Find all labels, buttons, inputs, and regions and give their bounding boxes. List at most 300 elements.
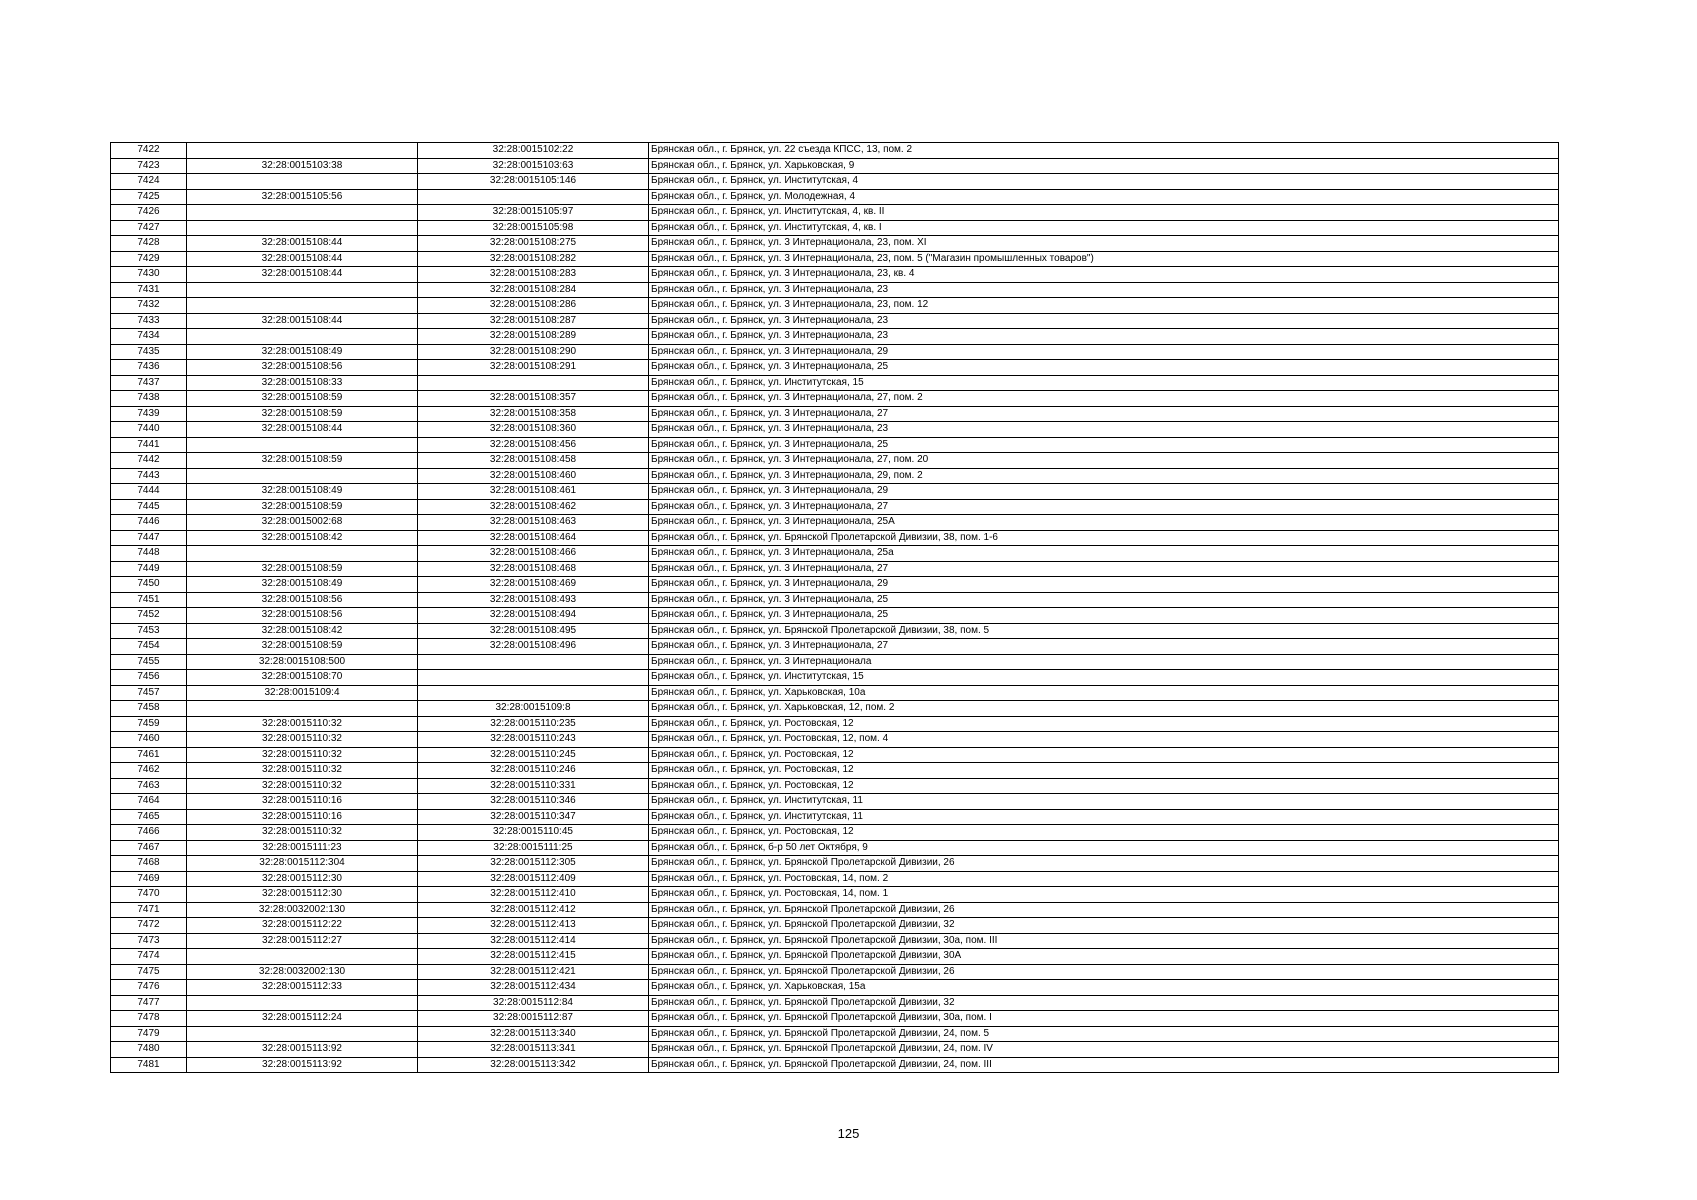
land-cadastral-number-cell: 32:28:0015108:49 — [187, 577, 418, 593]
address-cell: Брянская обл., г. Брянск, ул. Брянской Пролетарской Дивизии, 30А — [649, 949, 1559, 965]
address-cell: Брянская обл., г. Брянск, ул. Брянской Пролетарской Дивизии, 38, пом. 5 — [649, 623, 1559, 639]
object-cadastral-number-cell: 32:28:0015110:243 — [418, 732, 649, 748]
address-cell: Брянская обл., г. Брянск, ул. 3 Интернационала, 29 — [649, 484, 1559, 500]
land-cadastral-number-cell — [187, 995, 418, 1011]
address-cell: Брянская обл., г. Брянск, ул. Институтская, 4, кв. I — [649, 220, 1559, 236]
table-row — [111, 313, 1559, 329]
land-cadastral-number-cell: 32:28:0032002:130 — [187, 902, 418, 918]
object-cadastral-number-cell: 32:28:0015110:347 — [418, 809, 649, 825]
table-row — [111, 143, 1559, 159]
address-cell: Брянская обл., г. Брянск, б-р 50 лет Октября, 9 — [649, 840, 1559, 856]
row-number-cell: 7477 — [111, 995, 187, 1011]
row-number-cell: 7422 — [111, 143, 187, 159]
row-number-cell: 7470 — [111, 887, 187, 903]
object-cadastral-number-cell: 32:28:0015110:246 — [418, 763, 649, 779]
row-number-cell: 7437 — [111, 375, 187, 391]
land-cadastral-number-cell: 32:28:0015108:33 — [187, 375, 418, 391]
table-row — [111, 608, 1559, 624]
row-number-cell: 7464 — [111, 794, 187, 810]
row-number-cell: 7473 — [111, 933, 187, 949]
table-row — [111, 1042, 1559, 1058]
object-cadastral-number-cell: 32:28:0015112:305 — [418, 856, 649, 872]
row-number-cell: 7468 — [111, 856, 187, 872]
address-cell: Брянская обл., г. Брянск, ул. 3 Интернационала, 25 — [649, 608, 1559, 624]
address-cell: Брянская обл., г. Брянск, ул. Брянской Пролетарской Дивизии, 24, пом. IV — [649, 1042, 1559, 1058]
table-row — [111, 236, 1559, 252]
row-number-cell: 7472 — [111, 918, 187, 934]
land-cadastral-number-cell: 32:28:0015108:49 — [187, 344, 418, 360]
land-cadastral-number-cell: 32:28:0015110:32 — [187, 763, 418, 779]
object-cadastral-number-cell: 32:28:0015102:22 — [418, 143, 649, 159]
row-number-cell: 7458 — [111, 701, 187, 717]
table-row — [111, 732, 1559, 748]
property-table-body — [111, 143, 1559, 1073]
address-cell: Брянская обл., г. Брянск, ул. Институтская, 11 — [649, 809, 1559, 825]
table-row — [111, 918, 1559, 934]
land-cadastral-number-cell: 32:28:0015110:32 — [187, 747, 418, 763]
row-number-cell: 7453 — [111, 623, 187, 639]
object-cadastral-number-cell: 32:28:0015108:289 — [418, 329, 649, 345]
row-number-cell: 7465 — [111, 809, 187, 825]
object-cadastral-number-cell: 32:28:0015108:287 — [418, 313, 649, 329]
object-cadastral-number-cell: 32:28:0015112:84 — [418, 995, 649, 1011]
address-cell: Брянская обл., г. Брянск, ул. 3 Интернационала, 25а — [649, 546, 1559, 562]
address-cell: Брянская обл., г. Брянск, ул. Ростовская, 12, пом. 4 — [649, 732, 1559, 748]
table-row — [111, 453, 1559, 469]
address-cell: Брянская обл., г. Брянск, ул. 3 Интернационала, 23, пом. XI — [649, 236, 1559, 252]
address-cell: Брянская обл., г. Брянск, ул. 3 Интернационала, 29 — [649, 577, 1559, 593]
table-row — [111, 375, 1559, 391]
table-row — [111, 329, 1559, 345]
table-row — [111, 515, 1559, 531]
object-cadastral-number-cell: 32:28:0015108:469 — [418, 577, 649, 593]
row-number-cell: 7428 — [111, 236, 187, 252]
land-cadastral-number-cell: 32:28:0015002:68 — [187, 515, 418, 531]
land-cadastral-number-cell: 32:28:0015113:92 — [187, 1057, 418, 1073]
object-cadastral-number-cell: 32:28:0015112:409 — [418, 871, 649, 887]
object-cadastral-number-cell: 32:28:0015108:464 — [418, 530, 649, 546]
address-cell: Брянская обл., г. Брянск, ул. 3 Интернационала, 27 — [649, 639, 1559, 655]
address-cell: Брянская обл., г. Брянск, ул. Ростовская, 14, пом. 1 — [649, 887, 1559, 903]
table-row — [111, 856, 1559, 872]
table-row — [111, 561, 1559, 577]
address-cell: Брянская обл., г. Брянск, ул. 3 Интернационала, 27 — [649, 406, 1559, 422]
table-row — [111, 220, 1559, 236]
row-number-cell: 7471 — [111, 902, 187, 918]
object-cadastral-number-cell: 32:28:0015113:341 — [418, 1042, 649, 1058]
land-cadastral-number-cell — [187, 205, 418, 221]
land-cadastral-number-cell: 32:28:0015108:70 — [187, 670, 418, 686]
property-table — [110, 142, 1559, 1073]
address-cell: Брянская обл., г. Брянск, ул. 3 Интернационала, 29 — [649, 344, 1559, 360]
land-cadastral-number-cell: 32:28:0015108:44 — [187, 267, 418, 283]
object-cadastral-number-cell: 32:28:0015108:357 — [418, 391, 649, 407]
land-cadastral-number-cell — [187, 174, 418, 190]
land-cadastral-number-cell — [187, 298, 418, 314]
row-number-cell: 7479 — [111, 1026, 187, 1042]
address-cell: Брянская обл., г. Брянск, ул. 3 Интернационала, 29, пом. 2 — [649, 468, 1559, 484]
object-cadastral-number-cell: 32:28:0015110:45 — [418, 825, 649, 841]
object-cadastral-number-cell: 32:28:0015108:290 — [418, 344, 649, 360]
address-cell: Брянская обл., г. Брянск, ул. 3 Интернационала — [649, 654, 1559, 670]
object-cadastral-number-cell: 32:28:0015113:342 — [418, 1057, 649, 1073]
row-number-cell: 7459 — [111, 716, 187, 732]
row-number-cell: 7451 — [111, 592, 187, 608]
land-cadastral-number-cell — [187, 1026, 418, 1042]
object-cadastral-number-cell: 32:28:0015108:461 — [418, 484, 649, 500]
object-cadastral-number-cell: 32:28:0015112:414 — [418, 933, 649, 949]
land-cadastral-number-cell: 32:28:0015112:24 — [187, 1011, 418, 1027]
land-cadastral-number-cell: 32:28:0015108:59 — [187, 561, 418, 577]
row-number-cell: 7435 — [111, 344, 187, 360]
land-cadastral-number-cell: 32:28:0015110:16 — [187, 809, 418, 825]
object-cadastral-number-cell: 32:28:0015108:282 — [418, 251, 649, 267]
row-number-cell: 7461 — [111, 747, 187, 763]
land-cadastral-number-cell — [187, 546, 418, 562]
address-cell: Брянская обл., г. Брянск, ул. 3 Интернационала, 25 — [649, 360, 1559, 376]
land-cadastral-number-cell: 32:28:0015108:56 — [187, 608, 418, 624]
row-number-cell: 7467 — [111, 840, 187, 856]
table-row — [111, 267, 1559, 283]
land-cadastral-number-cell: 32:28:0015112:304 — [187, 856, 418, 872]
land-cadastral-number-cell: 32:28:0015105:56 — [187, 189, 418, 205]
address-cell: Брянская обл., г. Брянск, ул. Брянской Пролетарской Дивизии, 26 — [649, 964, 1559, 980]
land-cadastral-number-cell: 32:28:0015108:44 — [187, 251, 418, 267]
address-cell: Брянская обл., г. Брянск, ул. 3 Интернационала, 27, пом. 20 — [649, 453, 1559, 469]
land-cadastral-number-cell: 32:28:0015110:32 — [187, 732, 418, 748]
object-cadastral-number-cell: 32:28:0015111:25 — [418, 840, 649, 856]
row-number-cell: 7432 — [111, 298, 187, 314]
row-number-cell: 7462 — [111, 763, 187, 779]
object-cadastral-number-cell: 32:28:0015108:495 — [418, 623, 649, 639]
address-cell: Брянская обл., г. Брянск, ул. 3 Интернационала, 27, пом. 2 — [649, 391, 1559, 407]
table-row — [111, 980, 1559, 996]
table-row — [111, 205, 1559, 221]
table-row — [111, 298, 1559, 314]
land-cadastral-number-cell: 32:28:0015108:56 — [187, 360, 418, 376]
table-row — [111, 344, 1559, 360]
land-cadastral-number-cell: 32:28:0015108:59 — [187, 453, 418, 469]
table-row — [111, 778, 1559, 794]
page-number: 125 — [837, 1126, 860, 1141]
object-cadastral-number-cell: 32:28:0015108:284 — [418, 282, 649, 298]
table-row — [111, 546, 1559, 562]
table-row — [111, 391, 1559, 407]
address-cell: Брянская обл., г. Брянск, ул. Молодежная, 4 — [649, 189, 1559, 205]
address-cell: Брянская обл., г. Брянск, ул. Брянской Пролетарской Дивизии, 32 — [649, 995, 1559, 1011]
land-cadastral-number-cell: 32:28:0015108:59 — [187, 499, 418, 515]
row-number-cell: 7474 — [111, 949, 187, 965]
object-cadastral-number-cell: 32:28:0015108:462 — [418, 499, 649, 515]
table-row — [111, 1026, 1559, 1042]
address-cell: Брянская обл., г. Брянск, ул. Харьковская, 9 — [649, 158, 1559, 174]
land-cadastral-number-cell: 32:28:0015108:59 — [187, 391, 418, 407]
land-cadastral-number-cell: 32:28:0015108:500 — [187, 654, 418, 670]
row-number-cell: 7425 — [111, 189, 187, 205]
address-cell: Брянская обл., г. Брянск, ул. 3 Интернационала, 27 — [649, 499, 1559, 515]
object-cadastral-number-cell — [418, 685, 649, 701]
object-cadastral-number-cell: 32:28:0015110:245 — [418, 747, 649, 763]
table-row — [111, 701, 1559, 717]
object-cadastral-number-cell: 32:28:0015108:458 — [418, 453, 649, 469]
land-cadastral-number-cell — [187, 143, 418, 159]
row-number-cell: 7442 — [111, 453, 187, 469]
object-cadastral-number-cell: 32:28:0015113:340 — [418, 1026, 649, 1042]
object-cadastral-number-cell: 32:28:0015112:434 — [418, 980, 649, 996]
row-number-cell: 7469 — [111, 871, 187, 887]
object-cadastral-number-cell: 32:28:0015108:463 — [418, 515, 649, 531]
row-number-cell: 7446 — [111, 515, 187, 531]
table-row — [111, 685, 1559, 701]
land-cadastral-number-cell: 32:28:0015112:30 — [187, 871, 418, 887]
object-cadastral-number-cell — [418, 654, 649, 670]
land-cadastral-number-cell — [187, 329, 418, 345]
object-cadastral-number-cell: 32:28:0015112:412 — [418, 902, 649, 918]
object-cadastral-number-cell: 32:28:0015109:8 — [418, 701, 649, 717]
row-number-cell: 7433 — [111, 313, 187, 329]
table-row — [111, 158, 1559, 174]
land-cadastral-number-cell: 32:28:0015112:27 — [187, 933, 418, 949]
land-cadastral-number-cell — [187, 437, 418, 453]
row-number-cell: 7424 — [111, 174, 187, 190]
land-cadastral-number-cell: 32:28:0015110:32 — [187, 825, 418, 841]
row-number-cell: 7450 — [111, 577, 187, 593]
row-number-cell: 7436 — [111, 360, 187, 376]
row-number-cell: 7447 — [111, 530, 187, 546]
row-number-cell: 7448 — [111, 546, 187, 562]
object-cadastral-number-cell: 32:28:0015108:291 — [418, 360, 649, 376]
row-number-cell: 7445 — [111, 499, 187, 515]
row-number-cell: 7466 — [111, 825, 187, 841]
table-row — [111, 623, 1559, 639]
row-number-cell: 7454 — [111, 639, 187, 655]
table-row — [111, 840, 1559, 856]
row-number-cell: 7440 — [111, 422, 187, 438]
land-cadastral-number-cell: 32:28:0015108:59 — [187, 406, 418, 422]
table-row — [111, 949, 1559, 965]
land-cadastral-number-cell — [187, 949, 418, 965]
object-cadastral-number-cell: 32:28:0015108:460 — [418, 468, 649, 484]
address-cell: Брянская обл., г. Брянск, ул. 22 съезда КПСС, 13, пом. 2 — [649, 143, 1559, 159]
object-cadastral-number-cell: 32:28:0015103:63 — [418, 158, 649, 174]
land-cadastral-number-cell: 32:28:0015110:16 — [187, 794, 418, 810]
table-row — [111, 437, 1559, 453]
object-cadastral-number-cell — [418, 670, 649, 686]
land-cadastral-number-cell: 32:28:0015111:23 — [187, 840, 418, 856]
table-row — [111, 794, 1559, 810]
address-cell: Брянская обл., г. Брянск, ул. Харьковская, 12, пом. 2 — [649, 701, 1559, 717]
object-cadastral-number-cell: 32:28:0015110:331 — [418, 778, 649, 794]
object-cadastral-number-cell: 32:28:0015110:346 — [418, 794, 649, 810]
address-cell: Брянская обл., г. Брянск, ул. Брянской Пролетарской Дивизии, 30а, пом. I — [649, 1011, 1559, 1027]
table-row — [111, 763, 1559, 779]
object-cadastral-number-cell: 32:28:0015108:456 — [418, 437, 649, 453]
address-cell: Брянская обл., г. Брянск, ул. 3 Интернационала, 23, пом. 12 — [649, 298, 1559, 314]
row-number-cell: 7481 — [111, 1057, 187, 1073]
table-row — [111, 654, 1559, 670]
table-row — [111, 964, 1559, 980]
table-row — [111, 422, 1559, 438]
row-number-cell: 7427 — [111, 220, 187, 236]
address-cell: Брянская обл., г. Брянск, ул. Институтская, 4 — [649, 174, 1559, 190]
table-row — [111, 1057, 1559, 1073]
row-number-cell: 7475 — [111, 964, 187, 980]
land-cadastral-number-cell: 32:28:0015108:49 — [187, 484, 418, 500]
land-cadastral-number-cell: 32:28:0015108:42 — [187, 530, 418, 546]
land-cadastral-number-cell: 32:28:0015108:44 — [187, 236, 418, 252]
address-cell: Брянская обл., г. Брянск, ул. Харьковская, 15а — [649, 980, 1559, 996]
address-cell: Брянская обл., г. Брянск, ул. 3 Интернационала, 23, пом. 5 ("Магазин промышленных товаров") — [649, 251, 1559, 267]
row-number-cell: 7431 — [111, 282, 187, 298]
object-cadastral-number-cell: 32:28:0015108:358 — [418, 406, 649, 422]
row-number-cell: 7426 — [111, 205, 187, 221]
table-row — [111, 933, 1559, 949]
land-cadastral-number-cell: 32:28:0015110:32 — [187, 716, 418, 732]
row-number-cell: 7438 — [111, 391, 187, 407]
row-number-cell: 7439 — [111, 406, 187, 422]
object-cadastral-number-cell: 32:28:0015112:413 — [418, 918, 649, 934]
table-row — [111, 484, 1559, 500]
address-cell: Брянская обл., г. Брянск, ул. Брянской Пролетарской Дивизии, 38, пом. 1-6 — [649, 530, 1559, 546]
table-row — [111, 1011, 1559, 1027]
row-number-cell: 7449 — [111, 561, 187, 577]
table-row — [111, 871, 1559, 887]
land-cadastral-number-cell — [187, 701, 418, 717]
address-cell: Брянская обл., г. Брянск, ул. 3 Интернационала, 25 — [649, 592, 1559, 608]
table-row — [111, 468, 1559, 484]
address-cell: Брянская обл., г. Брянск, ул. Ростовская, 12 — [649, 747, 1559, 763]
table-row — [111, 189, 1559, 205]
address-cell: Брянская обл., г. Брянск, ул. Институтская, 15 — [649, 375, 1559, 391]
address-cell: Брянская обл., г. Брянск, ул. Институтская, 11 — [649, 794, 1559, 810]
object-cadastral-number-cell: 32:28:0015110:235 — [418, 716, 649, 732]
land-cadastral-number-cell: 32:28:0032002:130 — [187, 964, 418, 980]
object-cadastral-number-cell: 32:28:0015108:360 — [418, 422, 649, 438]
address-cell: Брянская обл., г. Брянск, ул. Ростовская, 12 — [649, 778, 1559, 794]
address-cell: Брянская обл., г. Брянск, ул. 3 Интернационала, 23 — [649, 329, 1559, 345]
land-cadastral-number-cell: 32:28:0015109:4 — [187, 685, 418, 701]
address-cell: Брянская обл., г. Брянск, ул. 3 Интернационала, 23 — [649, 282, 1559, 298]
address-cell: Брянская обл., г. Брянск, ул. Ростовская, 12 — [649, 716, 1559, 732]
row-number-cell: 7460 — [111, 732, 187, 748]
row-number-cell: 7478 — [111, 1011, 187, 1027]
object-cadastral-number-cell: 32:28:0015108:494 — [418, 608, 649, 624]
row-number-cell: 7456 — [111, 670, 187, 686]
object-cadastral-number-cell: 32:28:0015108:466 — [418, 546, 649, 562]
object-cadastral-number-cell: 32:28:0015105:97 — [418, 205, 649, 221]
row-number-cell: 7457 — [111, 685, 187, 701]
table-row — [111, 825, 1559, 841]
table-row — [111, 530, 1559, 546]
address-cell: Брянская обл., г. Брянск, ул. Брянской Пролетарской Дивизии, 26 — [649, 856, 1559, 872]
address-cell: Брянская обл., г. Брянск, ул. 3 Интернационала, 25А — [649, 515, 1559, 531]
address-cell: Брянская обл., г. Брянск, ул. Харьковская, 10а — [649, 685, 1559, 701]
table-row — [111, 902, 1559, 918]
address-cell: Брянская обл., г. Брянск, ул. 3 Интернационала, 25 — [649, 437, 1559, 453]
object-cadastral-number-cell: 32:28:0015108:286 — [418, 298, 649, 314]
table-row — [111, 406, 1559, 422]
address-cell: Брянская обл., г. Брянск, ул. Брянской Пролетарской Дивизии, 24, пом. III — [649, 1057, 1559, 1073]
address-cell: Брянская обл., г. Брянск, ул. Брянской Пролетарской Дивизии, 24, пом. 5 — [649, 1026, 1559, 1042]
land-cadastral-number-cell: 32:28:0015103:38 — [187, 158, 418, 174]
land-cadastral-number-cell: 32:28:0015108:44 — [187, 422, 418, 438]
row-number-cell: 7430 — [111, 267, 187, 283]
object-cadastral-number-cell: 32:28:0015112:421 — [418, 964, 649, 980]
row-number-cell: 7452 — [111, 608, 187, 624]
object-cadastral-number-cell: 32:28:0015108:275 — [418, 236, 649, 252]
table-row — [111, 809, 1559, 825]
table-row — [111, 716, 1559, 732]
object-cadastral-number-cell: 32:28:0015108:283 — [418, 267, 649, 283]
table-row — [111, 887, 1559, 903]
land-cadastral-number-cell: 32:28:0015108:44 — [187, 313, 418, 329]
address-cell: Брянская обл., г. Брянск, ул. Брянской Пролетарской Дивизии, 32 — [649, 918, 1559, 934]
table-row — [111, 995, 1559, 1011]
row-number-cell: 7455 — [111, 654, 187, 670]
table-row — [111, 499, 1559, 515]
object-cadastral-number-cell: 32:28:0015112:410 — [418, 887, 649, 903]
row-number-cell: 7444 — [111, 484, 187, 500]
row-number-cell: 7463 — [111, 778, 187, 794]
land-cadastral-number-cell: 32:28:0015112:30 — [187, 887, 418, 903]
land-cadastral-number-cell: 32:28:0015113:92 — [187, 1042, 418, 1058]
object-cadastral-number-cell: 32:28:0015108:468 — [418, 561, 649, 577]
address-cell: Брянская обл., г. Брянск, ул. Ростовская, 14, пом. 2 — [649, 871, 1559, 887]
row-number-cell: 7480 — [111, 1042, 187, 1058]
table-row — [111, 747, 1559, 763]
row-number-cell: 7443 — [111, 468, 187, 484]
address-cell: Брянская обл., г. Брянск, ул. Брянской Пролетарской Дивизии, 30а, пом. III — [649, 933, 1559, 949]
table-row — [111, 639, 1559, 655]
address-cell: Брянская обл., г. Брянск, ул. 3 Интернационала, 23 — [649, 313, 1559, 329]
object-cadastral-number-cell — [418, 189, 649, 205]
row-number-cell: 7429 — [111, 251, 187, 267]
address-cell: Брянская обл., г. Брянск, ул. Брянской Пролетарской Дивизии, 26 — [649, 902, 1559, 918]
land-cadastral-number-cell: 32:28:0015108:42 — [187, 623, 418, 639]
land-cadastral-number-cell — [187, 468, 418, 484]
land-cadastral-number-cell: 32:28:0015110:32 — [187, 778, 418, 794]
land-cadastral-number-cell: 32:28:0015112:33 — [187, 980, 418, 996]
row-number-cell: 7434 — [111, 329, 187, 345]
address-cell: Брянская обл., г. Брянск, ул. Ростовская, 12 — [649, 763, 1559, 779]
land-cadastral-number-cell: 32:28:0015108:56 — [187, 592, 418, 608]
object-cadastral-number-cell: 32:28:0015105:146 — [418, 174, 649, 190]
address-cell: Брянская обл., г. Брянск, ул. Ростовская, 12 — [649, 825, 1559, 841]
object-cadastral-number-cell: 32:28:0015112:415 — [418, 949, 649, 965]
land-cadastral-number-cell: 32:28:0015108:59 — [187, 639, 418, 655]
row-number-cell: 7423 — [111, 158, 187, 174]
table-row — [111, 577, 1559, 593]
land-cadastral-number-cell: 32:28:0015112:22 — [187, 918, 418, 934]
table-row — [111, 592, 1559, 608]
table-row — [111, 251, 1559, 267]
land-cadastral-number-cell — [187, 220, 418, 236]
object-cadastral-number-cell: 32:28:0015105:98 — [418, 220, 649, 236]
row-number-cell: 7441 — [111, 437, 187, 453]
table-row — [111, 282, 1559, 298]
object-cadastral-number-cell — [418, 375, 649, 391]
row-number-cell: 7476 — [111, 980, 187, 996]
table-row — [111, 174, 1559, 190]
address-cell: Брянская обл., г. Брянск, ул. Институтская, 4, кв. II — [649, 205, 1559, 221]
address-cell: Брянская обл., г. Брянск, ул. 3 Интернационала, 27 — [649, 561, 1559, 577]
object-cadastral-number-cell: 32:28:0015108:496 — [418, 639, 649, 655]
object-cadastral-number-cell: 32:28:0015108:493 — [418, 592, 649, 608]
table-row — [111, 360, 1559, 376]
address-cell: Брянская обл., г. Брянск, ул. 3 Интернационала, 23, кв. 4 — [649, 267, 1559, 283]
land-cadastral-number-cell — [187, 282, 418, 298]
address-cell: Брянская обл., г. Брянск, ул. 3 Интернационала, 23 — [649, 422, 1559, 438]
